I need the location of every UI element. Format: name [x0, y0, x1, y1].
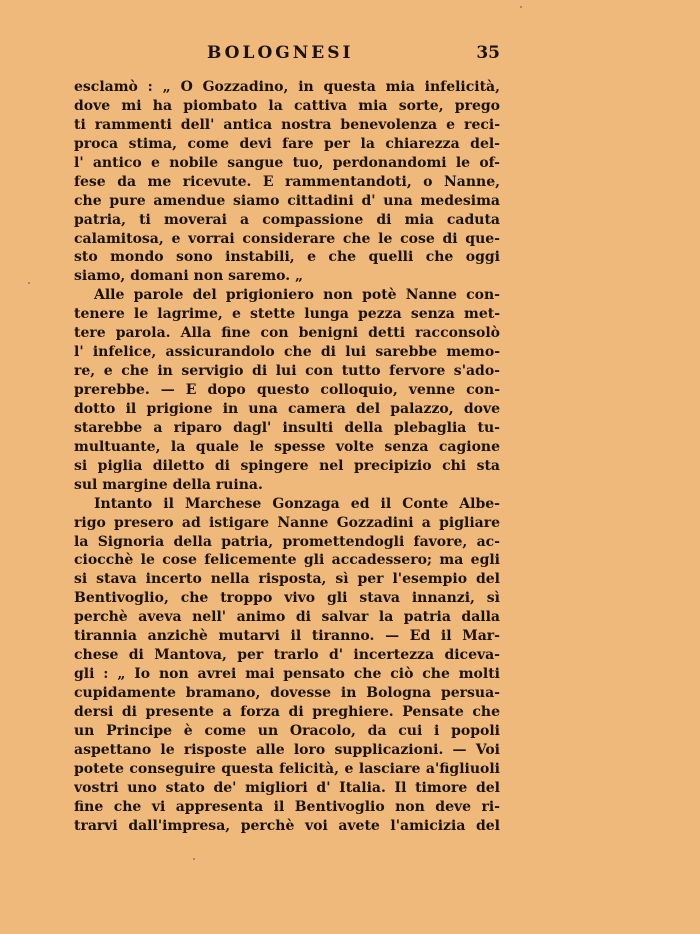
text-line: che pure amendue siamo cittadini d' una medesima [74, 192, 500, 209]
text-line: si piglia diletto di spingere nel precipizio chi sta [74, 457, 500, 474]
text-line: trarvi dall'impresa, perchè voi avete l'amicizia del [74, 817, 500, 834]
text-line: vostri uno stato de' migliori d' Italia. Il timore del [74, 779, 500, 796]
running-head [72, 43, 502, 67]
text-line: tirannia anzichè mutarvi il tiranno. — Ed il Mar- [74, 628, 500, 645]
text-line: calamitosa, e vorrai considerare che le cose di que- [74, 230, 500, 247]
text-line: esclamò : „ O Gozzadino, in questa mia infelicità, [74, 79, 500, 95]
text-line: prerebbe. — E dopo questo colloquio, venne con- [74, 382, 500, 398]
text-line: l' antico e nobile sangue tuo, perdonandomi le of- [74, 154, 500, 171]
text-line: dersi di presente a forza di preghiere. Pensate che [74, 703, 500, 720]
text-line: ciocchè le cose felicemente gli accadessero; ma egli [74, 552, 500, 569]
text-line: re, e che in servigio di lui con tutto fervore s'ado- [74, 363, 500, 380]
text-line: rigo presero ad istigare Nanne Gozzadini a pigliare [74, 514, 500, 531]
text-line: tere parola. Alla fine con benigni detti racconsolò [74, 325, 500, 342]
text-line: un Principe è come un Oracolo, da cui i popoli [74, 722, 500, 739]
text-line: cupidamente bramano, dovesse in Bologna persua- [74, 685, 500, 701]
text-line: sul margine della ruina. [74, 476, 263, 493]
text-line: l' infelice, assicurandolo che di lui sarebbe memo- [74, 344, 500, 361]
running-title: BOLOGNESI [207, 43, 354, 63]
text-line: Alle parole del prigioniero non potè Nanne con- [94, 287, 500, 304]
text-line: tenere le lagrime, e stette lunga pezza senza met- [74, 306, 500, 323]
text-line: sto mondo sono instabili, e che quelli che oggi [74, 249, 500, 266]
body-text [74, 78, 500, 836]
text-line: si stava incerto nella risposta, sì per l'esempio del [74, 571, 500, 588]
text-line: ti rammenti dell' antica nostra benevolenza e reci- [74, 116, 500, 133]
text-line: fine che vi appresenta il Bentivoglio non deve ri- [74, 798, 500, 815]
text-line: la Signoria della patria, promettendogli favore, ac- [74, 533, 500, 550]
text-line: Bentivoglio, che troppo vivo gli stava innanzi, sì [74, 590, 500, 607]
paper-speck [193, 858, 195, 860]
text-line: dotto il prigione in una camera del palazzo, dove [74, 400, 500, 417]
text-line: chese di Mantova, per trarlo d' incertezza diceva- [74, 647, 500, 664]
paper-speck [28, 282, 30, 284]
text-line: aspettano le risposte alle loro supplicazioni. — Voi [74, 741, 500, 758]
text-line: siamo, domani non saremo. „ [74, 268, 304, 285]
text-line: potete conseguire questa felicità, e lasciare a'figliuoli [74, 760, 500, 777]
text-line: dove mi ha piombato la cattiva mia sorte, prego [74, 97, 500, 114]
text-line: starebbe a riparo dagl' insulti della plebaglia tu- [74, 419, 500, 436]
text-line: gli : „ Io non avrei mai pensato che ciò che molti [74, 666, 500, 683]
text-line: Intanto il Marchese Gonzaga ed il Conte Albe- [94, 495, 500, 512]
text-line: perchè aveva nell' animo di salvar la patria dalla [74, 609, 500, 626]
page-number: 35 [476, 43, 500, 63]
paper-speck [520, 6, 522, 8]
text-line: patria, ti moverai a compassione di mia caduta [74, 211, 500, 228]
text-line: multuante, la quale le spesse volte senza cagione [74, 438, 500, 455]
text-line: proca stima, come devi fare per la chiarezza del- [74, 135, 500, 152]
text-line: fese da me ricevute. E rammentandoti, o Nanne, [74, 173, 500, 190]
